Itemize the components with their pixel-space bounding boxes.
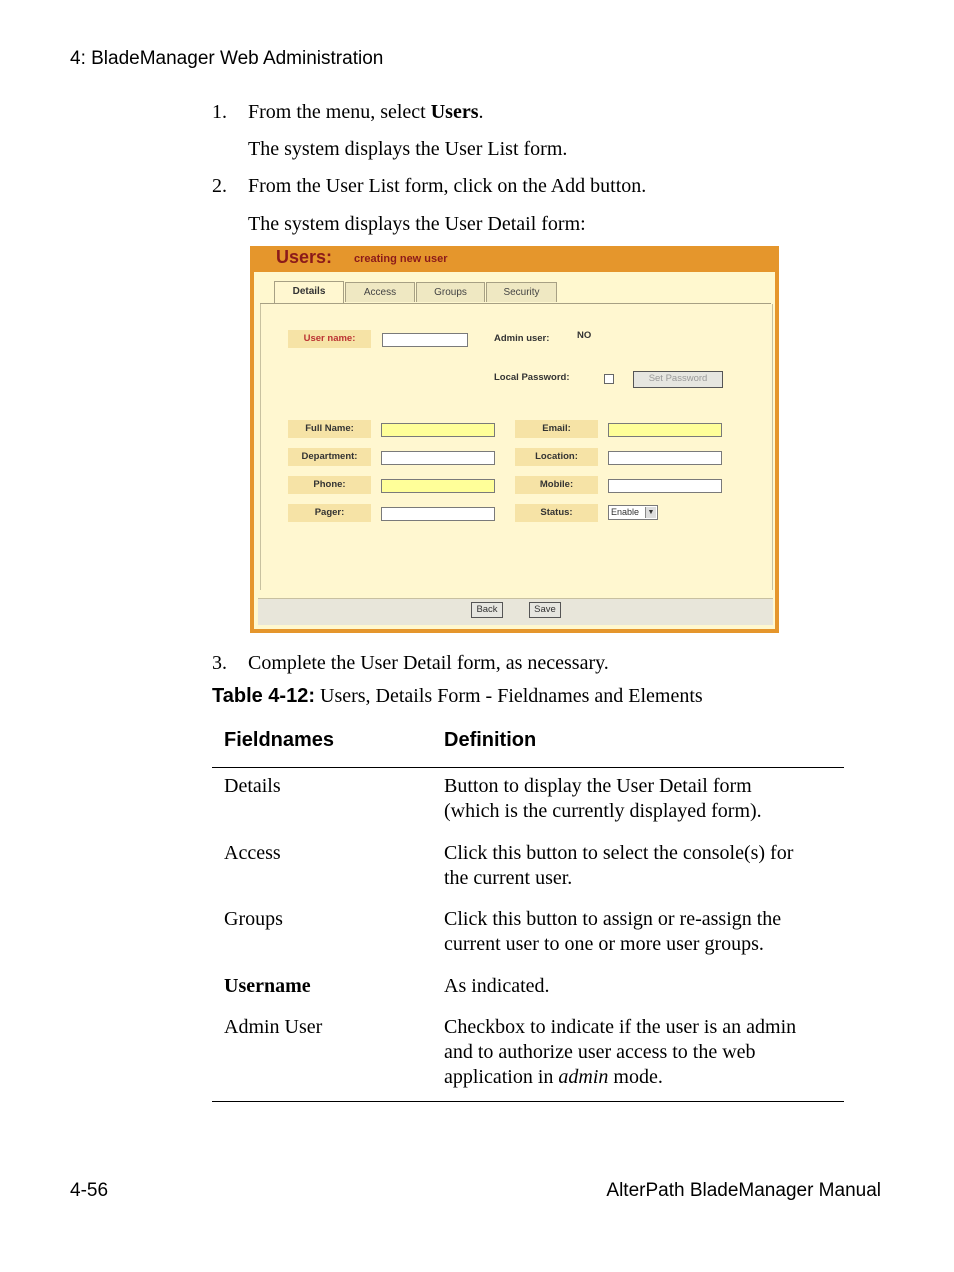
table-row-name: Username: [224, 975, 311, 997]
tab-access[interactable]: Access: [345, 282, 415, 302]
full-name-label: Full Name:: [288, 420, 371, 438]
step-note: The system displays the User List form.: [248, 138, 568, 160]
local-password-checkbox[interactable]: [604, 374, 614, 384]
table-row-definition: Button to display the User Detail form (which is the currently displayed form).: [444, 775, 762, 822]
admin-user-label: Admin user:: [494, 333, 550, 344]
mobile-input[interactable]: [608, 479, 722, 493]
screen-title: Users:: [276, 247, 333, 267]
user-detail-screenshot: [250, 246, 779, 633]
full-name-input[interactable]: [381, 423, 495, 437]
tab-groups[interactable]: Groups: [416, 282, 485, 302]
admin-user-value: NO: [577, 330, 592, 341]
location-label: Location:: [515, 448, 598, 466]
table-row-definition: Click this button to select the console(s) for the current user.: [444, 842, 794, 889]
mobile-label: Mobile:: [515, 476, 598, 494]
table-row-name: Admin User: [224, 1016, 323, 1038]
table-row-name: Access: [224, 842, 281, 864]
pager-label: Pager:: [288, 504, 371, 522]
step-note: The system displays the User Detail form:: [248, 213, 586, 235]
column-header-definition: Definition: [444, 729, 537, 751]
table-rule-bottom: [212, 1101, 844, 1102]
screen-subtitle: creating new user: [354, 253, 448, 265]
chevron-down-icon[interactable]: ▼: [645, 507, 656, 518]
column-header-fieldnames: Fieldnames: [224, 729, 335, 751]
step-number: 2.: [212, 175, 227, 197]
table-row-definition: As indicated.: [444, 975, 550, 997]
status-select[interactable]: [608, 505, 658, 520]
email-label: Email:: [515, 420, 598, 438]
page-number: 4-56: [70, 1180, 109, 1201]
step-number: 1.: [212, 101, 227, 123]
local-password-label: Local Password:: [494, 372, 570, 383]
form-area: [254, 272, 775, 629]
step-number: 3.: [212, 652, 227, 674]
phone-input[interactable]: [381, 479, 495, 493]
user-name-label: User name:: [288, 330, 371, 348]
user-name-input[interactable]: [382, 333, 468, 347]
set-password-button[interactable]: Set Password: [633, 371, 723, 388]
button-bar: [258, 598, 773, 625]
table-row-name: Groups: [224, 908, 283, 930]
status-label: Status:: [515, 504, 598, 522]
running-header: 4: BladeManager Web Administration: [70, 48, 384, 69]
phone-label: Phone:: [288, 476, 371, 494]
step-text: From the User List form, click on the Add button.: [248, 175, 647, 197]
save-button[interactable]: Save: [529, 602, 561, 618]
table-row-name: Details: [224, 775, 281, 797]
tab-details[interactable]: Details: [274, 281, 344, 303]
status-value: Enable: [611, 507, 640, 517]
manual-title: AlterPath BladeManager Manual: [606, 1180, 881, 1201]
tab-security[interactable]: Security: [486, 282, 557, 302]
table-rule-top: [212, 767, 844, 768]
back-button[interactable]: Back: [471, 602, 503, 618]
step-text: From the menu, select Users.: [248, 101, 484, 123]
pager-input[interactable]: [381, 507, 495, 521]
table-row-definition: Checkbox to indicate if the user is an admin and to authorize user access to the web application in admin mode.: [444, 1016, 797, 1088]
table-row-definition: Click this button to assign or re-assign the current user to one or more user groups.: [444, 908, 782, 955]
location-input[interactable]: [608, 451, 722, 465]
table-caption: Table 4-12: Users, Details Form - Fieldnames and Elements: [212, 685, 703, 707]
step-text: Complete the User Detail form, as necessary.: [248, 652, 609, 674]
email-input[interactable]: [608, 423, 722, 437]
department-input[interactable]: [381, 451, 495, 465]
department-label: Department:: [288, 448, 371, 466]
